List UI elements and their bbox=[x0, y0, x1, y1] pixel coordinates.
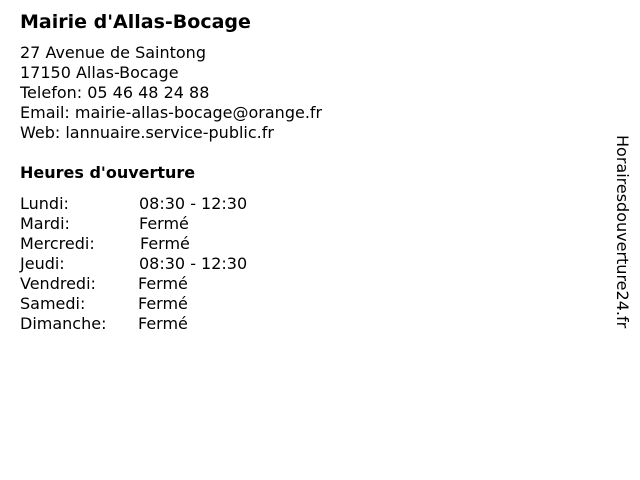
email-address: Email: mairie-allas-bocage@orange.fr bbox=[20, 103, 323, 122]
page-title: Mairie d'Allas-Bocage bbox=[20, 11, 251, 33]
day-hours: Fermé bbox=[138, 274, 188, 293]
day-label: Samedi: bbox=[20, 294, 86, 313]
day-label: Mardi: bbox=[20, 214, 70, 233]
day-label: Mercredi: bbox=[20, 234, 95, 253]
day-hours: Fermé bbox=[140, 234, 190, 253]
day-hours: Fermé bbox=[138, 314, 188, 333]
opening-hours-heading: Heures d'ouverture bbox=[20, 163, 196, 182]
site-watermark: Horairesdouverture24.fr bbox=[613, 135, 632, 329]
day-hours: Fermé bbox=[138, 294, 188, 313]
day-hours: Fermé bbox=[139, 214, 189, 233]
street-address: 27 Avenue de Saintong bbox=[20, 43, 206, 62]
day-hours: 08:30 - 12:30 bbox=[139, 194, 248, 213]
day-label: Dimanche: bbox=[20, 314, 107, 333]
day-label: Lundi: bbox=[20, 194, 69, 213]
day-hours: 08:30 - 12:30 bbox=[139, 254, 248, 273]
day-label: Vendredi: bbox=[20, 274, 96, 293]
address-block bbox=[20, 43, 322, 143]
city-postal-code: 17150 Allas-Bocage bbox=[20, 63, 179, 82]
day-label: Jeudi: bbox=[20, 254, 65, 273]
phone-number: Telefon: 05 46 48 24 88 bbox=[20, 83, 210, 102]
website-address: Web: lannuaire.service-public.fr bbox=[20, 123, 274, 142]
